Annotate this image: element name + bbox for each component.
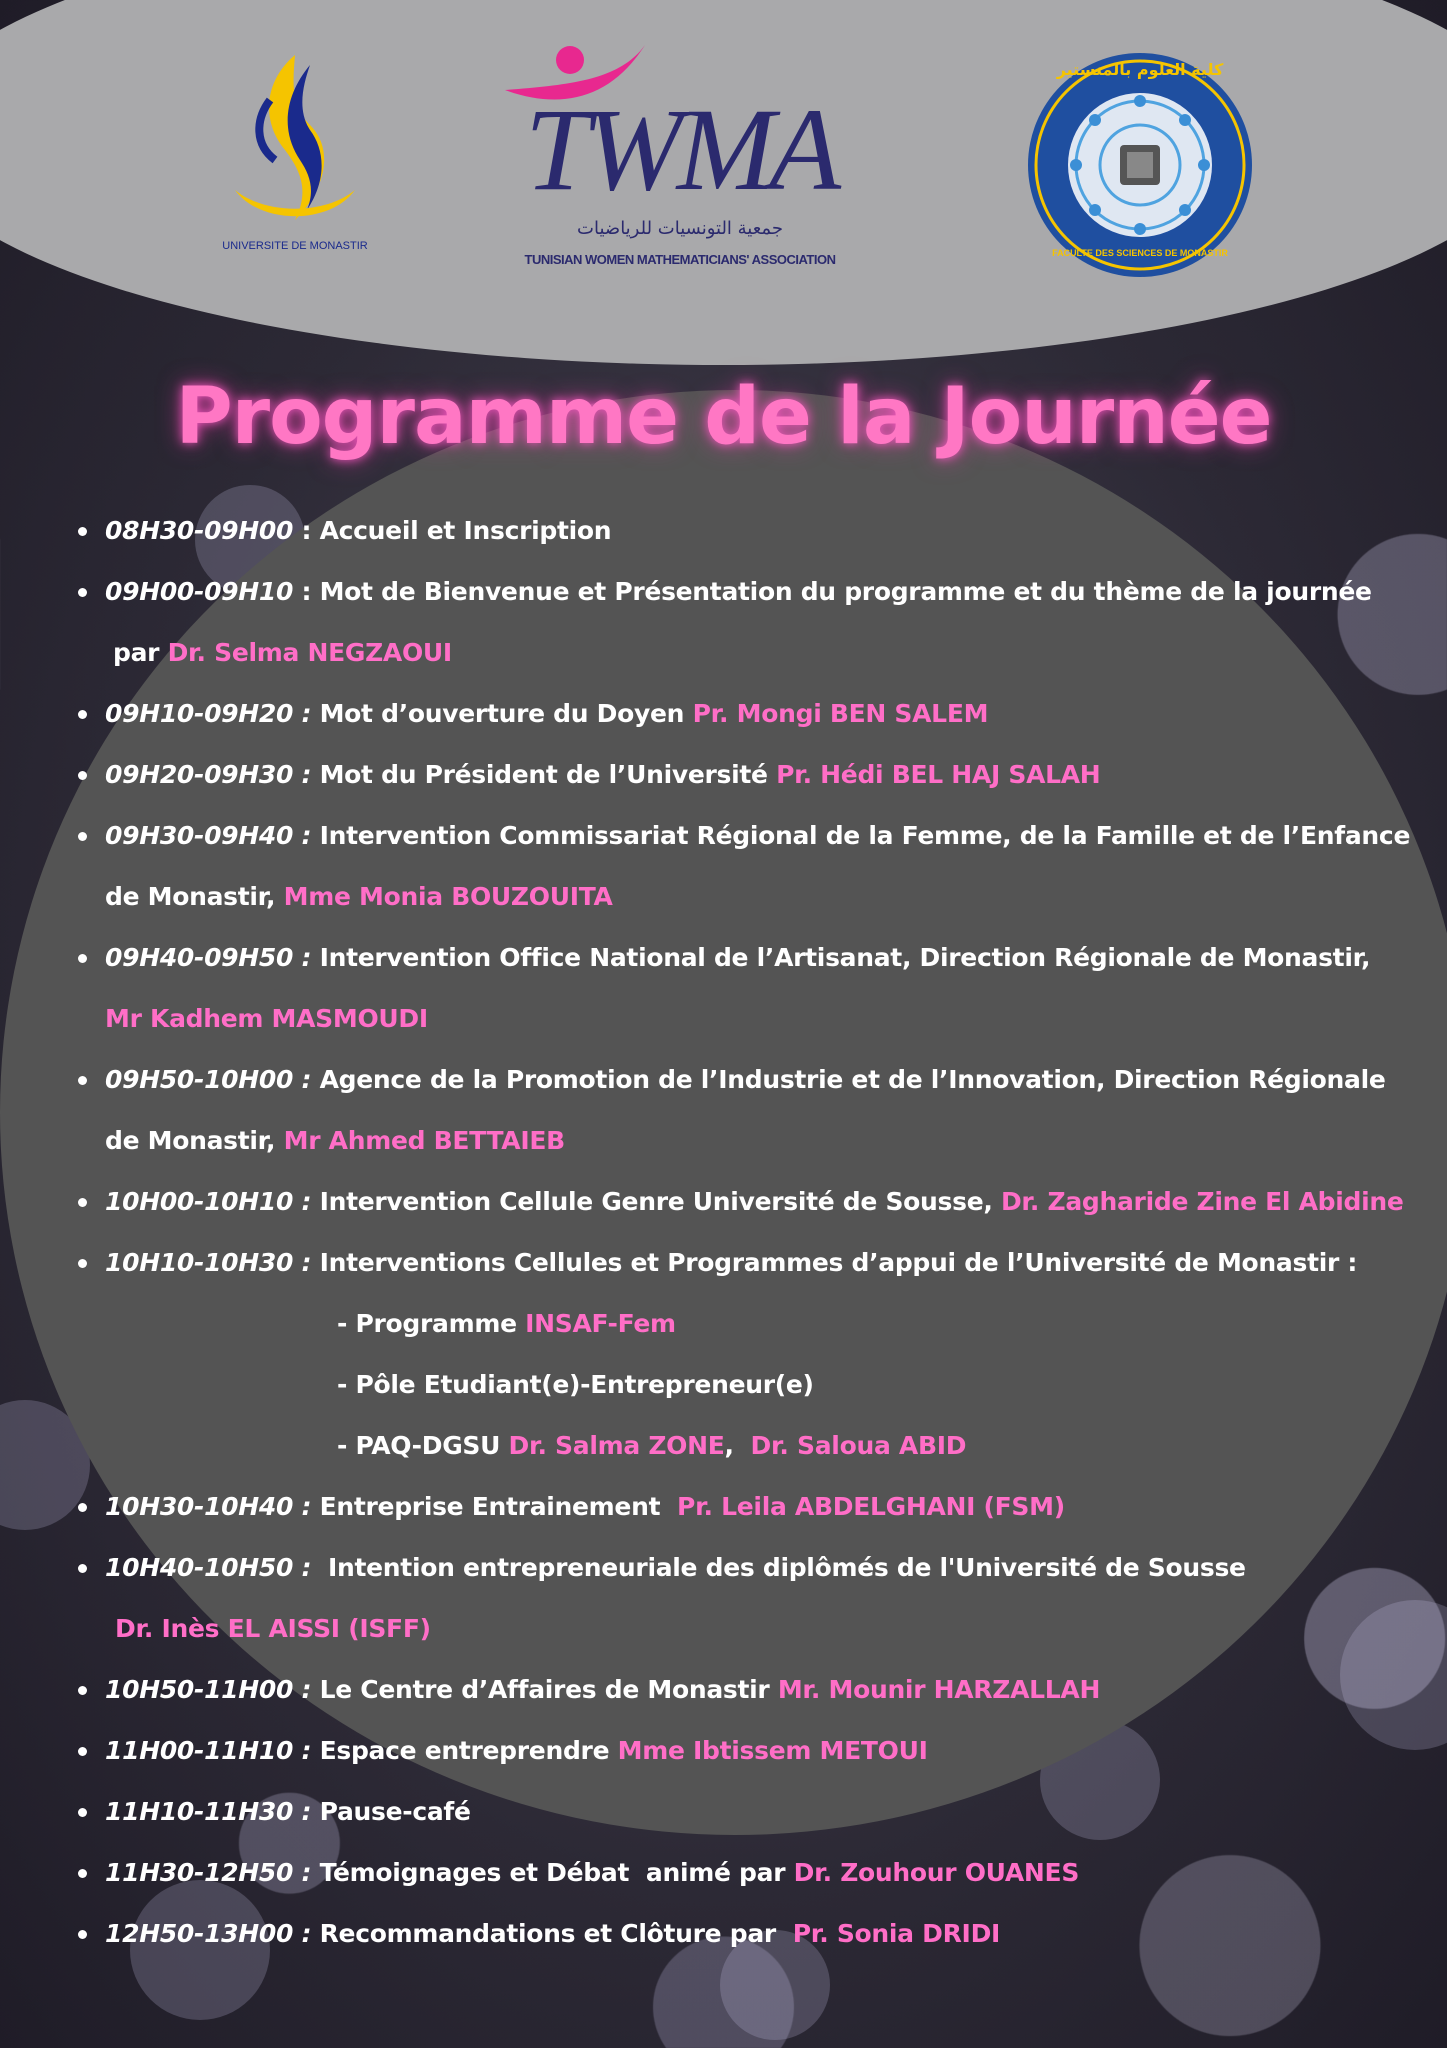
schedule-continuation xyxy=(105,1126,565,1155)
schedule-item xyxy=(105,1797,471,1826)
schedule-item xyxy=(105,1675,1100,1704)
schedule-text: Interventions Cellules et Programmes d’appui de l’Université de Monastir : xyxy=(311,1248,1358,1277)
schedule-text: Intention entrepreneuriale des diplômés de l'Université de Sousse xyxy=(311,1553,1246,1582)
schedule-item xyxy=(105,1736,928,1765)
schedule-time: 08H30-09H00 xyxy=(105,516,294,545)
schedule-text: Intervention Office National de l’Artisanat, Direction Régionale de Monastir, xyxy=(311,943,1371,972)
schedule-time: 09H40-09H50 : xyxy=(105,943,312,972)
speaker-name: Dr. Selma NEGZAOUI xyxy=(167,638,452,667)
speaker-name: Mr Kadhem MASMOUDI xyxy=(105,1004,428,1033)
schedule-time: 10H00-10H10 : xyxy=(105,1187,312,1216)
schedule-text: Agence de la Promotion de l’Industrie et de l’Innovation, Direction Régionale xyxy=(311,1065,1386,1094)
schedule-time: 11H10-11H30 : xyxy=(105,1797,312,1826)
schedule-text: - Programme xyxy=(337,1309,526,1338)
schedule-text: de Monastir, xyxy=(105,882,284,911)
schedule-text: Recommandations et Clôture par xyxy=(311,1919,793,1948)
speaker-name: Mr. Mounir HARZALLAH xyxy=(777,1675,1101,1704)
separator: , xyxy=(724,1431,751,1460)
schedule-time: 10H50-11H00 : xyxy=(105,1675,312,1704)
faculty-caption: FACULTE DES SCIENCES DE MONASTIR xyxy=(1052,248,1228,258)
schedule-time: 09H10-09H20 : xyxy=(105,699,312,728)
programme-name: INSAF-Fem xyxy=(525,1309,676,1338)
schedule-time: 09H30-09H40 : xyxy=(105,821,312,850)
schedule-text: Témoignages et Débat animé par xyxy=(311,1858,794,1887)
schedule-subitem xyxy=(337,1309,676,1338)
schedule-item xyxy=(105,516,611,545)
schedule-time: 12H50-13H00 : xyxy=(105,1919,312,1948)
schedule-time: 09H50-10H00 : xyxy=(105,1065,312,1094)
speaker-name: Pr. Leila ABDELGHANI (FSM) xyxy=(677,1492,1065,1521)
schedule-text: - Pôle Etudiant(e)-Entrepreneur(e) xyxy=(337,1370,814,1399)
schedule-item xyxy=(105,760,1100,789)
schedule-text: par xyxy=(113,638,168,667)
schedule-subitem xyxy=(337,1431,966,1460)
speaker-name: Dr. Zouhour OUANES xyxy=(793,1858,1080,1887)
speaker-name: Dr. Inès EL AISSI (ISFF) xyxy=(115,1614,431,1643)
schedule-continuation xyxy=(115,1614,431,1643)
schedule-text: Entreprise Entrainement xyxy=(311,1492,678,1521)
schedule-time: 10H10-10H30 : xyxy=(105,1248,312,1277)
schedule-item xyxy=(105,1065,1386,1094)
schedule-text: : Mot de Bienvenue et Présentation du programme et du thème de la journée xyxy=(293,577,1372,606)
speaker-name: Pr. Mongi BEN SALEM xyxy=(692,699,989,728)
speaker-name: Pr. Sonia DRIDI xyxy=(792,1919,1001,1948)
speaker-name: Mme Monia BOUZOUITA xyxy=(283,882,613,911)
schedule-time: 10H30-10H40 : xyxy=(105,1492,312,1521)
faculty-arabic: كلية العلوم بالمنستير xyxy=(1056,60,1224,79)
schedule-continuation xyxy=(105,1004,428,1033)
schedule-text: Intervention Commissariat Régional de la Femme, de la Famille et de l’Enfance xyxy=(311,821,1411,850)
speaker-name: Mme Ibtissem METOUI xyxy=(617,1736,928,1765)
speaker-name: Dr. Saloua ABID xyxy=(750,1431,967,1460)
schedule-subitem xyxy=(337,1370,814,1399)
twma-arabic: جمعية التونسيات للرياضيات xyxy=(577,218,783,239)
schedule-time: 11H00-11H10 : xyxy=(105,1736,312,1765)
schedule-text: Le Centre d’Affaires de Monastir xyxy=(311,1675,778,1704)
schedule-text: Mot du Président de l’Université xyxy=(311,760,777,789)
speaker-name: Mr Ahmed BETTAIEB xyxy=(283,1126,565,1155)
schedule-text: Intervention Cellule Genre Université de Sousse, xyxy=(311,1187,1001,1216)
schedule-text: Espace entreprendre xyxy=(311,1736,618,1765)
speaker-name: Dr. Zagharide Zine El Abidine xyxy=(1000,1187,1404,1216)
schedule-time: 10H40-10H50 : xyxy=(105,1553,312,1582)
schedule-continuation xyxy=(113,638,452,667)
schedule-item xyxy=(105,943,1370,972)
speaker-name: Dr. Salma ZONE xyxy=(508,1431,725,1460)
schedule-continuation xyxy=(105,882,613,911)
twma-name: TWMA xyxy=(524,84,836,215)
schedule-text: Pause-café xyxy=(311,1797,471,1826)
page-title: Programme de la Journée xyxy=(175,372,1272,462)
schedule-item xyxy=(105,699,988,728)
schedule-time: 11H30-12H50 : xyxy=(105,1858,312,1887)
schedule-item xyxy=(105,821,1410,850)
schedule-item xyxy=(105,1492,1065,1521)
schedule-item xyxy=(105,1919,1000,1948)
university-caption: UNIVERSITE DE MONASTIR xyxy=(222,240,368,252)
schedule-time: 09H00-09H10 xyxy=(105,577,294,606)
twma-caption: TUNISIAN WOMEN MATHEMATICIANS' ASSOCIATION xyxy=(524,252,836,267)
schedule-item xyxy=(105,1858,1079,1887)
speaker-name: Pr. Hédi BEL HAJ SALAH xyxy=(776,760,1101,789)
schedule-item xyxy=(105,1248,1357,1277)
schedule-text: : Accueil et Inscription xyxy=(293,516,612,545)
schedule-text: Mot d’ouverture du Doyen xyxy=(311,699,693,728)
schedule-text: de Monastir, xyxy=(105,1126,284,1155)
schedule-item xyxy=(105,577,1372,606)
schedule-item xyxy=(105,1553,1246,1582)
schedule-time: 09H20-09H30 : xyxy=(105,760,312,789)
schedule-text: - PAQ-DGSU xyxy=(337,1431,509,1460)
schedule-item xyxy=(105,1187,1404,1216)
